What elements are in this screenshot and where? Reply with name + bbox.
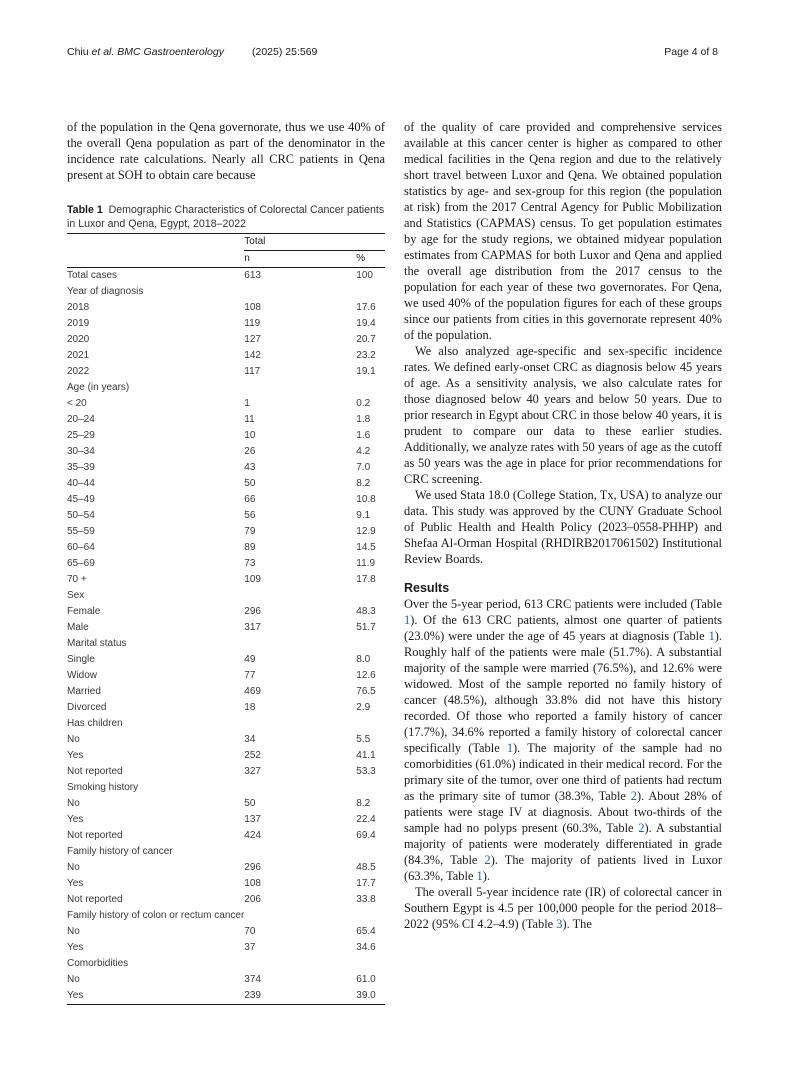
table-row bbox=[67, 876, 385, 892]
table-cell-pct: 17.7 bbox=[356, 878, 376, 889]
table-row bbox=[67, 316, 385, 332]
left-column bbox=[67, 119, 385, 1005]
table-cell-pct: 51.7 bbox=[356, 622, 376, 633]
table-cell-pct: 9.1 bbox=[356, 510, 371, 521]
table-cell-pct: 12.9 bbox=[356, 526, 376, 537]
table-cell-label: 2019 bbox=[67, 318, 90, 329]
table-cell-n: 108 bbox=[244, 878, 261, 889]
journal-author: Chiu bbox=[67, 46, 92, 58]
table-row bbox=[67, 684, 385, 700]
table-cell-n: 11 bbox=[244, 414, 255, 425]
table-col-pct: % bbox=[344, 251, 385, 268]
table-row bbox=[67, 620, 385, 636]
table-cell-label: Year of diagnosis bbox=[67, 286, 144, 297]
table-row bbox=[67, 732, 385, 748]
table-row bbox=[67, 556, 385, 572]
table-row bbox=[67, 940, 385, 956]
results-paragraph: The overall 5-year incidence rate (IR) of colorectal cancer in Southern Egypt is 4.5 per 100,000 people for the period 2018–2022 (95% CI 4.2–4.9) (Table 3). The bbox=[404, 885, 722, 931]
table-cell-n: 613 bbox=[244, 270, 261, 281]
table-cell-pct: 65.4 bbox=[356, 926, 376, 937]
table-cell-label: 2020 bbox=[67, 334, 90, 345]
journal-name: et al. BMC Gastroenterology bbox=[91, 46, 224, 58]
table-cell-n: 317 bbox=[244, 622, 261, 633]
table-cell-n: 142 bbox=[244, 350, 261, 361]
table-cell-pct: 100 bbox=[356, 270, 373, 281]
table-cell-label: Not reported bbox=[67, 830, 123, 841]
table-row bbox=[67, 380, 385, 396]
table-cell-label: No bbox=[67, 862, 80, 873]
table-cell-pct: 34.6 bbox=[356, 942, 376, 953]
table-cell-pct: 19.4 bbox=[356, 318, 376, 329]
table-cell-pct: 0.2 bbox=[356, 398, 371, 409]
table-cell-label: Comorbidities bbox=[67, 958, 129, 969]
table-cell-n: 374 bbox=[244, 974, 261, 985]
results-paragraph: Over the 5-year period, 613 CRC patients were included (Table 1). Of the 613 CRC patients, almost one quarter of patients (23.0%) were under the age of 45 years at diagnosis (Table 1). Roughly half of the patients were male (51.7%). A substantial majority of the sample were married (76.5%), and 12.6% were widowed. Most of the sample reported no family history of cancer (48.5%), although 33.8% did not have this history recorded. Of those who reported a family history of cancer (17.7%), 34.6% reported a family history of colorectal cancer specifically (Table 1). The majority of the sample had no comorbidities (61.0%) indicated in their medical record. For the primary site of the tumor, over one third of patients had rectum as the primary site of tumor (38.3%, Table 2). About 28% of patients were stage IV at diagnosis. About two-thirds of the sample had no polyps present (60.3%, Table 2). A substantial majority of patients were moderately differentiated in grade (84.3%, Table 2). The majority of patients lived in Luxor (63.3%, Table 1). bbox=[404, 597, 723, 883]
table-row bbox=[67, 588, 385, 604]
table-cell-label: 55–59 bbox=[67, 526, 95, 537]
table-row bbox=[67, 668, 385, 684]
table-cell-label: Total cases bbox=[67, 270, 118, 281]
table-cell-n bbox=[244, 284, 344, 300]
table-row bbox=[67, 508, 385, 524]
table-cell-n: 50 bbox=[244, 798, 256, 809]
paragraph: We also analyzed age-specific and sex-specific incidence rates. We defined early-onset CRC as diagnosis below 45 years of age. As a sensitivity analysis, we also calculate rates for those diagnosed below 40 years and below 50 years. Due to prior research in Egypt about CRC in those below 40 years, it is prudent to compare our data to these earlier studies. Additionally, we analyze rates with 50 years of age as the cutoff as 50 years was the age in place for prior recommendations for CRC screening. bbox=[404, 344, 722, 486]
table-group-header: Total bbox=[244, 234, 385, 251]
table-row bbox=[67, 540, 385, 556]
table-cell-label: No bbox=[67, 798, 80, 809]
table-col-n: n bbox=[244, 251, 344, 268]
table-cell-n: 424 bbox=[244, 830, 261, 841]
table-cell-n: 89 bbox=[244, 542, 256, 553]
table-row bbox=[67, 956, 385, 972]
table-cell-label: Not reported bbox=[67, 766, 123, 777]
table-row bbox=[67, 892, 385, 908]
table-cell-label: Yes bbox=[67, 814, 84, 825]
table-cell-pct: 11.9 bbox=[356, 558, 376, 569]
table-cell-pct: 19.1 bbox=[356, 366, 376, 377]
table-cell-n bbox=[244, 588, 344, 604]
table-cell-pct: 2.9 bbox=[356, 702, 371, 713]
table-cell-label: Yes bbox=[67, 878, 84, 889]
table-cell-pct: 48.5 bbox=[356, 862, 376, 873]
table-cell-n bbox=[244, 780, 344, 796]
table-cell-label: Single bbox=[67, 654, 95, 665]
table-row bbox=[67, 300, 385, 316]
table-cell-pct bbox=[344, 956, 385, 972]
table-cell-label: Marital status bbox=[67, 638, 127, 649]
table-cell-pct bbox=[344, 284, 385, 300]
table-cell-pct: 7.0 bbox=[356, 462, 371, 473]
table-cell-pct bbox=[344, 780, 385, 796]
page-number: Page 4 of 8 bbox=[664, 46, 718, 58]
table-cell-label: Family history of cancer bbox=[67, 846, 173, 857]
table-cell-label: 30–34 bbox=[67, 446, 95, 457]
table-cell-pct: 41.1 bbox=[356, 750, 376, 761]
running-header bbox=[67, 46, 317, 58]
table-cell-n: 109 bbox=[244, 574, 261, 585]
table-title: Demographic Characteristics of Colorectal Cancer patients in Luxor and Qena, Egypt, 2018–2022 bbox=[67, 204, 385, 230]
table-cell-label: No bbox=[67, 734, 80, 745]
table-cell-pct: 48.3 bbox=[356, 606, 376, 617]
table-cell-pct bbox=[344, 588, 385, 604]
table-cell-label: 60–64 bbox=[67, 542, 95, 553]
table-cell-pct: 61.0 bbox=[356, 974, 376, 985]
table-cell-pct: 23.2 bbox=[356, 350, 376, 361]
table-cell-pct: 69.4 bbox=[356, 830, 376, 841]
table-cell-n: 469 bbox=[244, 686, 261, 697]
table-row bbox=[67, 844, 385, 860]
table-row bbox=[67, 716, 385, 732]
table-row bbox=[67, 428, 385, 444]
table-row bbox=[67, 348, 385, 364]
table-row bbox=[67, 828, 385, 844]
table-row bbox=[67, 988, 385, 1005]
table-cell-n: 18 bbox=[244, 702, 256, 713]
table-row bbox=[67, 972, 385, 988]
table-ref-link[interactable]: 1 bbox=[404, 613, 411, 627]
table-cell-pct: 53.3 bbox=[356, 766, 376, 777]
table-cell-pct: 17.6 bbox=[356, 302, 376, 313]
table-cell-label: 50–54 bbox=[67, 510, 95, 521]
table-row bbox=[67, 780, 385, 796]
table-label: Table 1 bbox=[67, 204, 103, 216]
table-cell-pct: 10.8 bbox=[356, 494, 376, 505]
table-row bbox=[67, 492, 385, 508]
table-row bbox=[67, 860, 385, 876]
table-cell-n: 117 bbox=[244, 366, 261, 377]
table-cell-label: Has children bbox=[67, 718, 123, 729]
table-row bbox=[67, 332, 385, 348]
table-cell-n: 119 bbox=[244, 318, 261, 329]
paragraph: of the quality of care provided and comprehensive services available at this cancer center is higher as compared to other medical facilities in the Qena region and due to the relatively short travel between Luxor and Qena. We obtained population statistics by age- and sex-group for this region (the population at risk) from the 2017 Central Agency for Public Mobilization and Statistics (CAPMAS) census. To get population estimates by age for the study regions, we obtained midyear population estimates from CAPMAS for both Luxor and Qena and applied the overall age distribution from the 2017 census to the population for each year of these two governorates. For Qena, we used 40% of the population figures for each of these groups since our patients from cities in this governorate represent 40% of the population. bbox=[404, 120, 722, 342]
table-cell-n bbox=[244, 636, 344, 652]
table-ref-link[interactable]: 2 bbox=[630, 789, 637, 803]
table-cell-label: Widow bbox=[67, 670, 98, 681]
table-cell-label: Smoking history bbox=[67, 782, 139, 793]
section-title: Results bbox=[404, 581, 450, 595]
table-cell-pct bbox=[344, 908, 385, 924]
table-ref-link[interactable]: 1 bbox=[506, 741, 514, 755]
table-cell-n: 108 bbox=[244, 302, 261, 313]
table-cell-pct bbox=[344, 380, 385, 396]
table-cell-pct: 39.0 bbox=[344, 988, 385, 1005]
table-cell-n: 327 bbox=[244, 766, 261, 777]
table-cell-n: 34 bbox=[244, 734, 256, 745]
table-cell-n: 66 bbox=[244, 494, 256, 505]
right-column bbox=[404, 119, 722, 932]
table-cell-label: No bbox=[67, 926, 80, 937]
table-cell-label: 25–29 bbox=[67, 430, 95, 441]
paragraph: of the population in the Qena governorate, thus we use 40% of the overall Qena population as part of the denominator in the incidence rate calculations. Nearly all CRC patients in Qena present at SOH to obtain care because bbox=[67, 120, 385, 182]
table-cell-label: Yes bbox=[67, 750, 84, 761]
table-row bbox=[67, 636, 385, 652]
table-cell-pct: 76.5 bbox=[356, 686, 376, 697]
table-cell-label: 2021 bbox=[67, 350, 90, 361]
demographics-table bbox=[67, 234, 385, 1005]
table-cell-n: 296 bbox=[244, 862, 261, 873]
table-cell-n: 1 bbox=[244, 398, 250, 409]
table-row bbox=[67, 908, 385, 924]
table-row bbox=[67, 364, 385, 380]
table-cell-n: 296 bbox=[244, 606, 261, 617]
table-cell-label: Female bbox=[67, 606, 101, 617]
table-cell-n: 10 bbox=[244, 430, 256, 441]
table-cell-pct bbox=[344, 844, 385, 860]
table-cell-label: 70 + bbox=[67, 574, 87, 585]
table-ref-link[interactable]: 2 bbox=[638, 821, 645, 835]
table-row bbox=[67, 812, 385, 828]
table-cell-label: Yes bbox=[67, 988, 244, 1005]
table-cell-label: Family history of colon or rectum cancer bbox=[67, 910, 245, 921]
table-cell-n bbox=[244, 844, 344, 860]
table-row bbox=[67, 796, 385, 812]
table-cell-n: 56 bbox=[244, 510, 256, 521]
table-cell-pct: 1.6 bbox=[356, 430, 371, 441]
table-cell-n: 206 bbox=[244, 894, 261, 905]
table-cell-label: 45–49 bbox=[67, 494, 95, 505]
table-cell-label: Divorced bbox=[67, 702, 107, 713]
paragraph: We used Stata 18.0 (College Station, Tx, USA) to analyze our data. This study was approved by the CUNY Graduate School of Public Health and Health Policy (2023–0558-PHHP) and Shefaa Al-Orman Hospital (RHDIRB2017061502) Institutional Review Boards. bbox=[404, 488, 722, 566]
table-row bbox=[67, 284, 385, 300]
journal-year: (2025) 25:569 bbox=[252, 46, 318, 58]
table-row bbox=[67, 460, 385, 476]
table-cell-pct: 22.4 bbox=[356, 814, 376, 825]
table-cell-n: 127 bbox=[244, 334, 261, 345]
table-cell-label: Married bbox=[67, 686, 101, 697]
table-row bbox=[67, 444, 385, 460]
table-cell-n: 37 bbox=[244, 942, 256, 953]
table-cell-n: 137 bbox=[244, 814, 261, 825]
table-cell-n bbox=[244, 380, 344, 396]
table-row bbox=[67, 412, 385, 428]
table-row bbox=[67, 396, 385, 412]
table-cell-label: 65–69 bbox=[67, 558, 95, 569]
table-cell-label: Not reported bbox=[67, 894, 123, 905]
table-row bbox=[67, 748, 385, 764]
table-cell-label: Male bbox=[67, 622, 89, 633]
table-cell-pct: 20.7 bbox=[356, 334, 376, 345]
table-ref-link[interactable]: 1 bbox=[708, 629, 715, 643]
table-row bbox=[67, 700, 385, 716]
table-cell-label: Age (in years) bbox=[67, 382, 130, 393]
table-cell-label: 20–24 bbox=[67, 414, 95, 425]
table-cell-n bbox=[244, 908, 344, 924]
table-row bbox=[67, 652, 385, 668]
table-cell-label: No bbox=[67, 974, 80, 985]
table-cell-pct: 14.5 bbox=[356, 542, 376, 553]
table-cell-label: 2018 bbox=[67, 302, 90, 313]
table-cell-pct: 4.2 bbox=[356, 446, 371, 457]
table-cell-n: 79 bbox=[244, 526, 256, 537]
table-cell-n: 50 bbox=[244, 478, 256, 489]
table-cell-n: 239 bbox=[244, 988, 344, 1005]
table-row bbox=[67, 476, 385, 492]
table-cell-pct bbox=[344, 716, 385, 732]
table-cell-pct: 17.8 bbox=[356, 574, 376, 585]
table-cell-pct: 12.6 bbox=[356, 670, 376, 681]
table-cell-pct: 8.2 bbox=[356, 478, 371, 489]
table-cell-n bbox=[244, 716, 344, 732]
table-ref-link[interactable]: 1 bbox=[476, 869, 483, 883]
table-row bbox=[67, 524, 385, 540]
table-ref-link[interactable]: 3 bbox=[556, 917, 563, 931]
table-cell-pct: 5.5 bbox=[356, 734, 371, 745]
table-caption bbox=[67, 203, 385, 234]
table-cell-label: Sex bbox=[67, 590, 85, 601]
table-cell-n: 26 bbox=[244, 446, 256, 457]
table-cell-n bbox=[244, 956, 344, 972]
table-row bbox=[67, 268, 385, 285]
table-row bbox=[67, 764, 385, 780]
table-cell-label: Yes bbox=[67, 942, 84, 953]
table-cell-n: 252 bbox=[244, 750, 261, 761]
table-row bbox=[67, 924, 385, 940]
table-cell-n: 73 bbox=[244, 558, 256, 569]
table-row bbox=[67, 572, 385, 588]
table-cell-label: < 20 bbox=[67, 398, 87, 409]
table-row bbox=[67, 604, 385, 620]
table-cell-pct: 33.8 bbox=[356, 894, 376, 905]
table-cell-label: 35–39 bbox=[67, 462, 95, 473]
table-cell-label: 2022 bbox=[67, 366, 90, 377]
table-cell-pct: 8.2 bbox=[356, 798, 371, 809]
table-cell-n: 43 bbox=[244, 462, 256, 473]
table-cell-pct: 8.0 bbox=[356, 654, 371, 665]
table-cell-n: 77 bbox=[244, 670, 256, 681]
table-ref-link[interactable]: 2 bbox=[484, 853, 491, 867]
table-cell-n: 70 bbox=[244, 926, 256, 937]
table-cell-label: 40–44 bbox=[67, 478, 95, 489]
table-cell-n: 49 bbox=[244, 654, 256, 665]
table-cell-pct: 1.8 bbox=[356, 414, 371, 425]
table-cell-pct bbox=[344, 636, 385, 652]
